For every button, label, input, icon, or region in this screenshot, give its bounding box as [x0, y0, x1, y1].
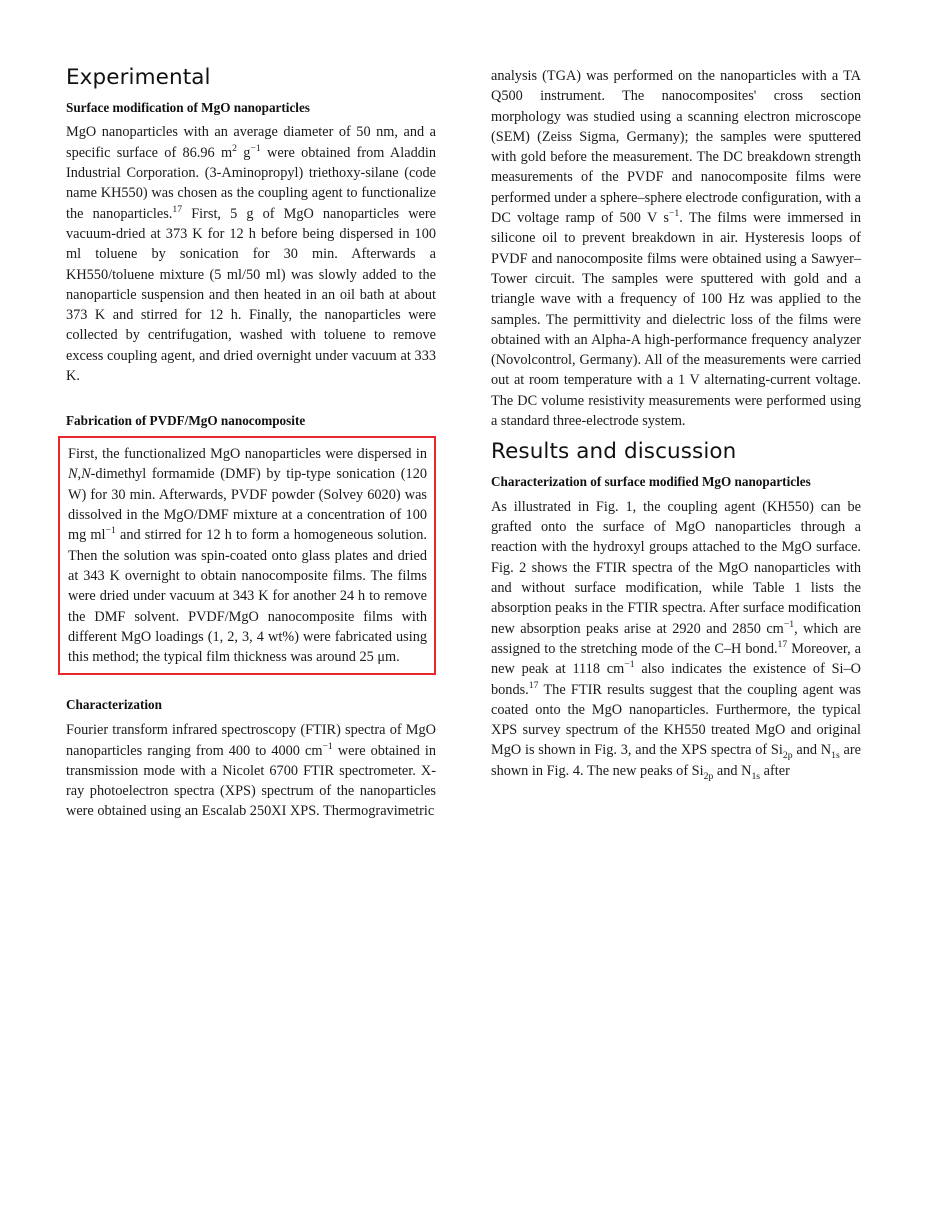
page-title-results-and-discussion: Results and discussion — [491, 439, 737, 465]
text-run: and N — [713, 762, 752, 779]
text-run: and stirred for 12 h to form a homogeneous solution. Then the solution was spin-coated onto glass plates and dried at 343 K overnight to obtain nanocomposite films. The films were dried under vacuum at 343 K for another 24 h to remove the DMF solvent. PVDF/MgO nanocomposite films with different MgO loadings (1, 2, 3, 4 wt%) were fabricated using this method; the typical film thickness was around 25 μm. — [68, 527, 427, 666]
text-run: Moreover, a new peak at 1118 cm — [491, 640, 861, 678]
text-run: analysis (TGA) was performed on the nanoparticles with a TA Q500 instrument. The nanocomposites' cross section morphology was studied using a scanning electron microscope (SEM) (Zeiss Sigma, Germany); the samples were sputtered with gold before the measurement. The DC breakdown strength measurements of the PVDF and nanocomposite films were performed under a sphere–sphere electrode configuration, with a DC voltage ramp of 500 V s — [491, 68, 861, 227]
text-run: , which are assigned to the stretching mode of the C–H bond. — [491, 620, 861, 657]
paragraph-characterization — [66, 720, 436, 821]
subscript: 1s — [831, 750, 840, 762]
text-run: g — [236, 144, 251, 161]
superscript: −1 — [783, 618, 795, 630]
red-highlight-annotation-box — [58, 436, 436, 675]
superscript-citation: 17 — [777, 639, 788, 651]
vertical-spacer — [66, 679, 436, 691]
superscript-citation: 17 — [528, 679, 539, 691]
subscript: 1s — [751, 770, 761, 782]
subheading-surface-modification: Surface modification of MgO nanoparticles — [66, 99, 310, 115]
superscript: 2 — [232, 143, 237, 155]
italic-run: N — [68, 466, 78, 483]
text-run: . The films were immersed in silicone oil to prevent breakdown in air. Hysteresis loops of PVDF and nanocomposite films were obtained using a Sawyer–Tower circuit. The samples were sputtered with gold and a triangle wave with a frequency of 100 Hz was applied to the samples. The permittivity and dielectric loss of the films were obtained with an Alpha-A high-performance frequency analyzer (Novolcontrol, Germany). All of the measurements were carried out at room temperature with a 1 V alternating-current voltage. The DC volume resistivity measurements were performed using a standard three-electrode system. — [491, 210, 861, 430]
text-run: are shown in Fig. 4. The new peaks of Si — [491, 742, 862, 779]
superscript: −1 — [322, 740, 333, 752]
subheading-characterization: Characterization — [66, 697, 162, 713]
text-run: As illustrated in Fig. 1, the coupling agent (KH550) can be grafted onto the surface of MgO nanoparticles through a reaction with the hydroxyl groups attached to the MgO surface. Fig. 2 shows the FTIR spectra of the MgO nanoparticles with and without surface modification, while Table 1 lists the absorption peaks in the FTIR spectra. After surface modification new absorption peaks arise at 2920 and 2850 cm — [491, 498, 861, 637]
subheading-characterization-surface-modified-mgo: Characterization of surface modified MgO nanoparticles — [491, 473, 811, 489]
text-run: also indicates the existence of Si–O bonds. — [491, 661, 862, 698]
superscript-citation: 17 — [172, 203, 183, 215]
text-run: , — [77, 466, 82, 483]
right-column — [491, 66, 861, 822]
paragraph-surface-modification — [66, 122, 436, 386]
superscript: −1 — [250, 143, 261, 155]
superscript: −1 — [668, 208, 680, 220]
text-run: The FTIR results suggest that the coupling agent was coated onto the MgO nanoparticles. Furthermore, the typical XPS survey spectrum of the KH550 treated MgO and original MgO is shown in Fig. 3, and the XPS spectra of Si — [491, 681, 861, 759]
text-run: First, 5 g of MgO nanoparticles were vacuum-dried at 373 K for 12 h before being dispersed in 100 ml toluene by sonication for 30 min. Afterwards a KH550/toluene mixture (5 ml/50 ml) was slowly added to the nanoparticle suspension and then heated in an oil bath at about 373 K and stirred for 12 h. Finally, the nanoparticles were collected by centrifugation, washed with toluene to remove excess coupling agent, and dried overnight under vacuum at 333 K. — [66, 205, 436, 385]
superscript: −1 — [105, 525, 116, 537]
two-column-layout — [66, 66, 861, 822]
text-run: MgO nanoparticles with an average diameter of 50 nm, and a specific surface of 86.96 m — [66, 124, 436, 161]
paragraph-results — [491, 497, 861, 781]
paragraph-characterization-continued — [491, 66, 861, 431]
text-run: after — [760, 762, 790, 779]
vertical-spacer — [66, 395, 436, 407]
subscript: 2p — [782, 750, 793, 762]
text-run: -dimethyl formamide (DMF) by tip-type sonication (120 W) for 30 min. Afterwards, PVDF powder (Solvey 6020) was dissolved in the MgO/DMF mixture at a concentration of 100 mg ml — [68, 466, 427, 544]
text-run: were obtained from Aladdin Industrial Corporation. (3-Aminopropyl) triethoxy-silane (code name KH550) was chosen as the coupling agent to functionalize the nanoparticles. — [66, 144, 436, 222]
text-run: First, the functionalized MgO nanoparticles were dispersed in — [68, 446, 427, 463]
text-run: and N — [792, 742, 832, 759]
subheading-fabrication: Fabrication of PVDF/MgO nanocomposite — [66, 413, 306, 429]
italic-run: N — [81, 466, 91, 483]
paragraph-fabrication — [68, 444, 427, 667]
superscript: −1 — [624, 659, 635, 671]
subscript: 2p — [703, 770, 714, 782]
left-column — [66, 66, 436, 822]
text-run: Fourier transform infrared spectroscopy (FTIR) spectra of MgO nanoparticles ranging from 400 to 4000 cm — [66, 722, 436, 759]
page-title-experimental: Experimental — [66, 65, 211, 90]
text-run: were obtained in transmission mode with a Nicolet 6700 FTIR spectrometer. X-ray photoelectron spectra (XPS) spectrum of the nanoparticles were obtained using an Escalab 250XI XPS. Thermogravimetric — [66, 742, 436, 820]
